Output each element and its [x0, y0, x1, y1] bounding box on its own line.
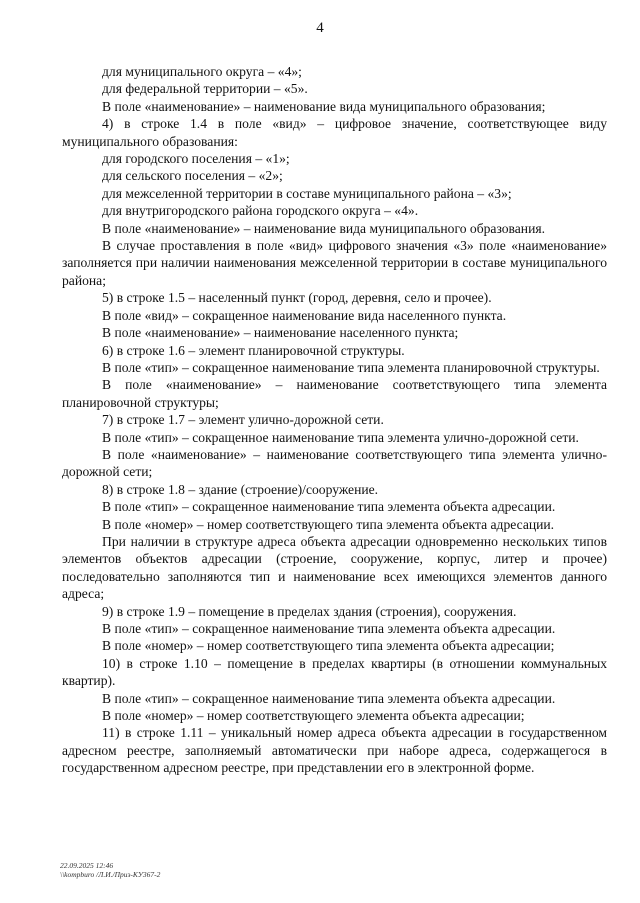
document-body [62, 63, 607, 777]
paragraph: При наличии в структуре адреса объекта адресации одновременно нескольких типов элементов объектов адресации (строение, сооружение, корпус, литер и прочее) последовательно заполняются тип и наименование всех имеющихся элементов данного адреса; [62, 533, 607, 602]
paragraph: 4) в строке 1.4 в поле «вид» – цифровое значение, соответствующее виду муниципального образования: [62, 116, 607, 149]
paragraph: В поле «тип» – сокращенное наименование типа элемента объекта адресации. [102, 690, 556, 706]
footer-timestamp: 22.09.2025 12:46 [60, 861, 114, 870]
page-number: 4 [316, 20, 324, 36]
paragraph: В поле «наименование» – наименование соответствующего типа элемента улично-дорожной сети; [62, 446, 607, 480]
paragraph: В поле «наименование» – наименование вида муниципального образования. [102, 220, 546, 236]
paragraph: для внутригородского района городского округа – «4». [102, 203, 419, 219]
footer [60, 861, 160, 879]
paragraph: В поле «вид» – сокращенное наименование вида населенного пункта. [102, 307, 507, 323]
footer-file-ref: \\kompburo /Л.И./Приз-КУ367-2 [60, 870, 161, 879]
paragraph: В поле «тип» – сокращенное наименование типа элемента объекта адресации. [102, 621, 556, 636]
paragraph: для федеральной территории – «5». [102, 81, 308, 97]
paragraph: В поле «наименование» – наименование соответствующего типа элемента планировочной структуры; [62, 377, 607, 410]
paragraph: для межселенной территории в составе муниципального района – «3»; [102, 185, 512, 201]
paragraph: 5) в строке 1.5 – населенный пункт (город, деревня, село и прочее). [102, 290, 492, 306]
paragraph: В поле «номер» – номер соответствующего типа элемента объекта адресации; [102, 638, 555, 654]
paragraph: для городского поселения – «1»; [102, 151, 290, 167]
paragraph: для сельского поселения – «2»; [102, 168, 283, 184]
paragraph: В поле «тип» – сокращенное наименование типа элемента улично-дорожной сети. [102, 429, 579, 445]
paragraph: В случае проставления в поле «вид» цифрового значения «3» поле «наименование» заполняется при наличии наименования межселенной территории в составе муниципального района; [62, 238, 607, 288]
paragraph: В поле «наименование» – наименование вида муниципального образования; [102, 98, 546, 114]
paragraph: В поле «тип» – сокращенное наименование типа элемента планировочной структуры. [102, 359, 600, 375]
paragraph: В поле «тип» – сокращенное наименование типа элемента объекта адресации. [102, 499, 556, 515]
paragraph: 11) в строке 1.11 – уникальный номер адреса объекта адресации в государственном адресном реестре, заполняемый автоматически при наборе адреса, содержащегося в государственном адресном реестре, при представлении его в электронной форме. [62, 725, 607, 776]
paragraph: В поле «номер» – номер соответствующего элемента объекта адресации; [102, 708, 525, 724]
paragraph: В поле «номер» – номер соответствующего типа элемента объекта адресации. [102, 516, 555, 532]
paragraph: для муниципального округа – «4»; [102, 64, 302, 79]
paragraph: 7) в строке 1.7 – элемент улично-дорожной сети. [102, 412, 384, 428]
paragraph: 6) в строке 1.6 – элемент планировочной структуры. [102, 342, 405, 358]
paragraph: 8) в строке 1.8 – здание (строение)/сооружение. [102, 481, 379, 497]
paragraph: 9) в строке 1.9 – помещение в пределах здания (строения), сооружения. [102, 603, 517, 619]
paragraph: В поле «наименование» – наименование населенного пункта; [102, 325, 459, 341]
paragraph: 10) в строке 1.10 – помещение в пределах квартиры (в отношении коммунальных квартир). [62, 655, 607, 689]
